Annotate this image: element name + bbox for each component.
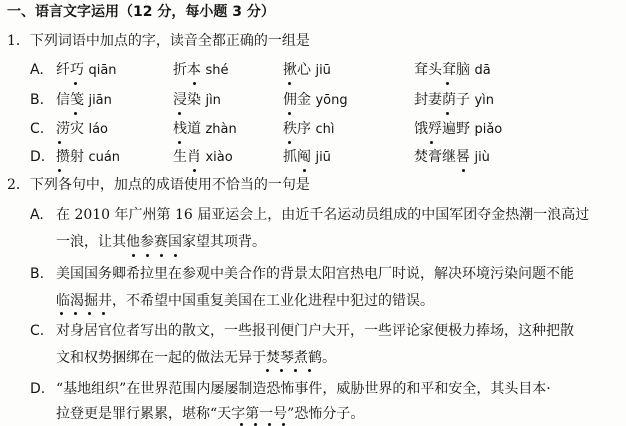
emphasis-dot: [74, 82, 77, 85]
q2-option-c-line-2: 文和权势捆绑在一起的做法无异于焚琴煮鹤。: [56, 350, 336, 366]
emphasis-dot: [280, 369, 283, 372]
q2-option-d-line-2: 拉登更是罪行累累，堪称“天字第一号”恐怖分子。: [56, 406, 365, 422]
option-pinyin: shé: [205, 63, 229, 78]
option-word: 栈道: [173, 121, 201, 137]
option-word: 饿殍遍野: [414, 121, 470, 137]
q1-option-c: [30, 120, 108, 139]
q1-option-a-item-4: [414, 61, 491, 80]
q2-option-d: [30, 380, 551, 398]
option-pinyin: láo: [88, 122, 108, 137]
q1-option-d: [30, 148, 120, 167]
q2-option-a: [30, 206, 589, 224]
option-pinyin: cuán: [88, 150, 121, 165]
emphasis-dot: [60, 312, 63, 315]
option-pinyin: yōng: [315, 93, 348, 108]
option-word: 攒射: [56, 149, 84, 165]
q1-option-c-item-3: [283, 120, 334, 139]
emphasis-dot: [288, 112, 291, 115]
option-word: 纤巧: [56, 62, 84, 78]
option-line-1: 美国国务卿希拉里在参观中美合作的背景太阳宫热电厂时说，解决环境污染问题不能: [56, 266, 574, 282]
option-pinyin: chì: [315, 122, 335, 137]
q1-option-b: [30, 91, 112, 110]
q2-option-b: [30, 265, 574, 283]
emphasis-dot: [193, 169, 196, 172]
option-word: 抓阄: [283, 149, 311, 165]
emphasis-dot: [58, 141, 61, 144]
emphasis-dot: [303, 169, 306, 172]
option-word: 折本: [173, 62, 201, 78]
question-2-stem: 2．下列各句中，加点的成语使用不恰当的一句是: [7, 177, 310, 193]
option-word: 佣金: [283, 92, 311, 108]
option-label: C.: [30, 323, 45, 339]
emphasis-dot: [446, 112, 449, 115]
option-pinyin: yìn: [474, 93, 494, 108]
emphasis-dot: [308, 369, 311, 372]
option-word: 揪心: [283, 62, 311, 78]
option-line-1: 对身居官位者写出的散文，一些报刊便门户大开，一些评论家便极力捧场，这种把散: [56, 323, 574, 339]
option-word: 信笺: [56, 92, 84, 108]
emphasis-dot: [74, 112, 77, 115]
question-1-stem: 1．下列词语中加点的字，读音全都正确的一组是: [7, 33, 310, 49]
q2-option-b-line-2: 临渴掘井，不希望中国重复美国在工业化进程中犯过的错误。: [56, 293, 434, 309]
emphasis-dot: [446, 82, 449, 85]
option-pinyin: qiān: [88, 63, 117, 78]
option-line-1: “基地组织”在世界范围内屡屡制造恐怖事件，威胁世界的和平和安全，其头目本·: [56, 381, 551, 397]
q1-option-d-item-3: [283, 148, 331, 167]
q1-option-c-item-2: [173, 120, 237, 139]
emphasis-dot: [288, 141, 291, 144]
emphasis-dot: [288, 82, 291, 85]
q1-option-d-item-4: [414, 148, 490, 167]
option-word: 耷头耷脑: [414, 62, 470, 78]
emphasis-dot: [462, 169, 465, 172]
q1-option-d-item-2: [173, 148, 233, 167]
option-label: B.: [30, 266, 45, 282]
option-word: 涝灾: [56, 121, 84, 137]
q1-option-a-item-2: [173, 61, 228, 80]
option-pinyin: jiū: [315, 150, 331, 165]
option-pinyin: dā: [474, 63, 491, 78]
option-pinyin: jiū: [315, 63, 331, 78]
emphasis-dot: [58, 169, 61, 172]
emphasis-dot: [102, 312, 105, 315]
emphasis-dot: [88, 312, 91, 315]
emphasis-dot: [174, 254, 177, 257]
option-line-1: 在 2010 年广州第 16 届亚运会上，由近千名运动员组成的中国军团夺金热潮一浪高过: [56, 207, 590, 223]
option-label: B.: [30, 92, 45, 108]
emphasis-dot: [266, 369, 269, 372]
emphasis-dot: [132, 254, 135, 257]
option-word: 秩序: [283, 121, 311, 137]
q1-option-b-item-2: [173, 91, 221, 110]
option-pinyin: zhàn: [205, 122, 237, 137]
emphasis-dot: [178, 112, 181, 115]
option-pinyin: jìn: [205, 93, 221, 108]
emphasis-dot: [294, 369, 297, 372]
q1-option-c-item-4: [414, 120, 502, 139]
q2-option-c: [30, 322, 574, 340]
option-pinyin: jiù: [474, 150, 490, 165]
emphasis-dot: [160, 254, 163, 257]
option-pinyin: jiān: [88, 93, 112, 108]
emphasis-dot: [74, 312, 77, 315]
option-word: 浸染: [173, 92, 201, 108]
emphasis-dot: [193, 82, 196, 85]
option-label: A.: [30, 207, 44, 223]
option-label: C.: [30, 121, 45, 137]
emphasis-dot: [430, 141, 433, 144]
emphasis-dot: [178, 141, 181, 144]
option-word: 焚膏继晷: [414, 149, 470, 165]
section-title: 一、语言文字运用（12 分，每小题 3 分）: [7, 4, 275, 20]
option-pinyin: xiào: [205, 150, 233, 165]
option-pinyin: piǎo: [474, 122, 503, 137]
q1-option-a: [30, 61, 117, 80]
option-label: A.: [30, 62, 44, 78]
option-label: D.: [30, 149, 46, 165]
option-word: 生肖: [173, 149, 201, 165]
q1-option-b-item-3: [283, 91, 348, 110]
q1-option-a-item-3: [283, 61, 331, 80]
q2-option-a-line-2: 一浪，让其他参赛国家望其项背。: [56, 234, 266, 250]
option-label: D.: [30, 381, 46, 397]
emphasis-dot: [146, 254, 149, 257]
q1-option-b-item-4: [414, 91, 494, 110]
option-word: 封妻荫子: [414, 92, 470, 108]
